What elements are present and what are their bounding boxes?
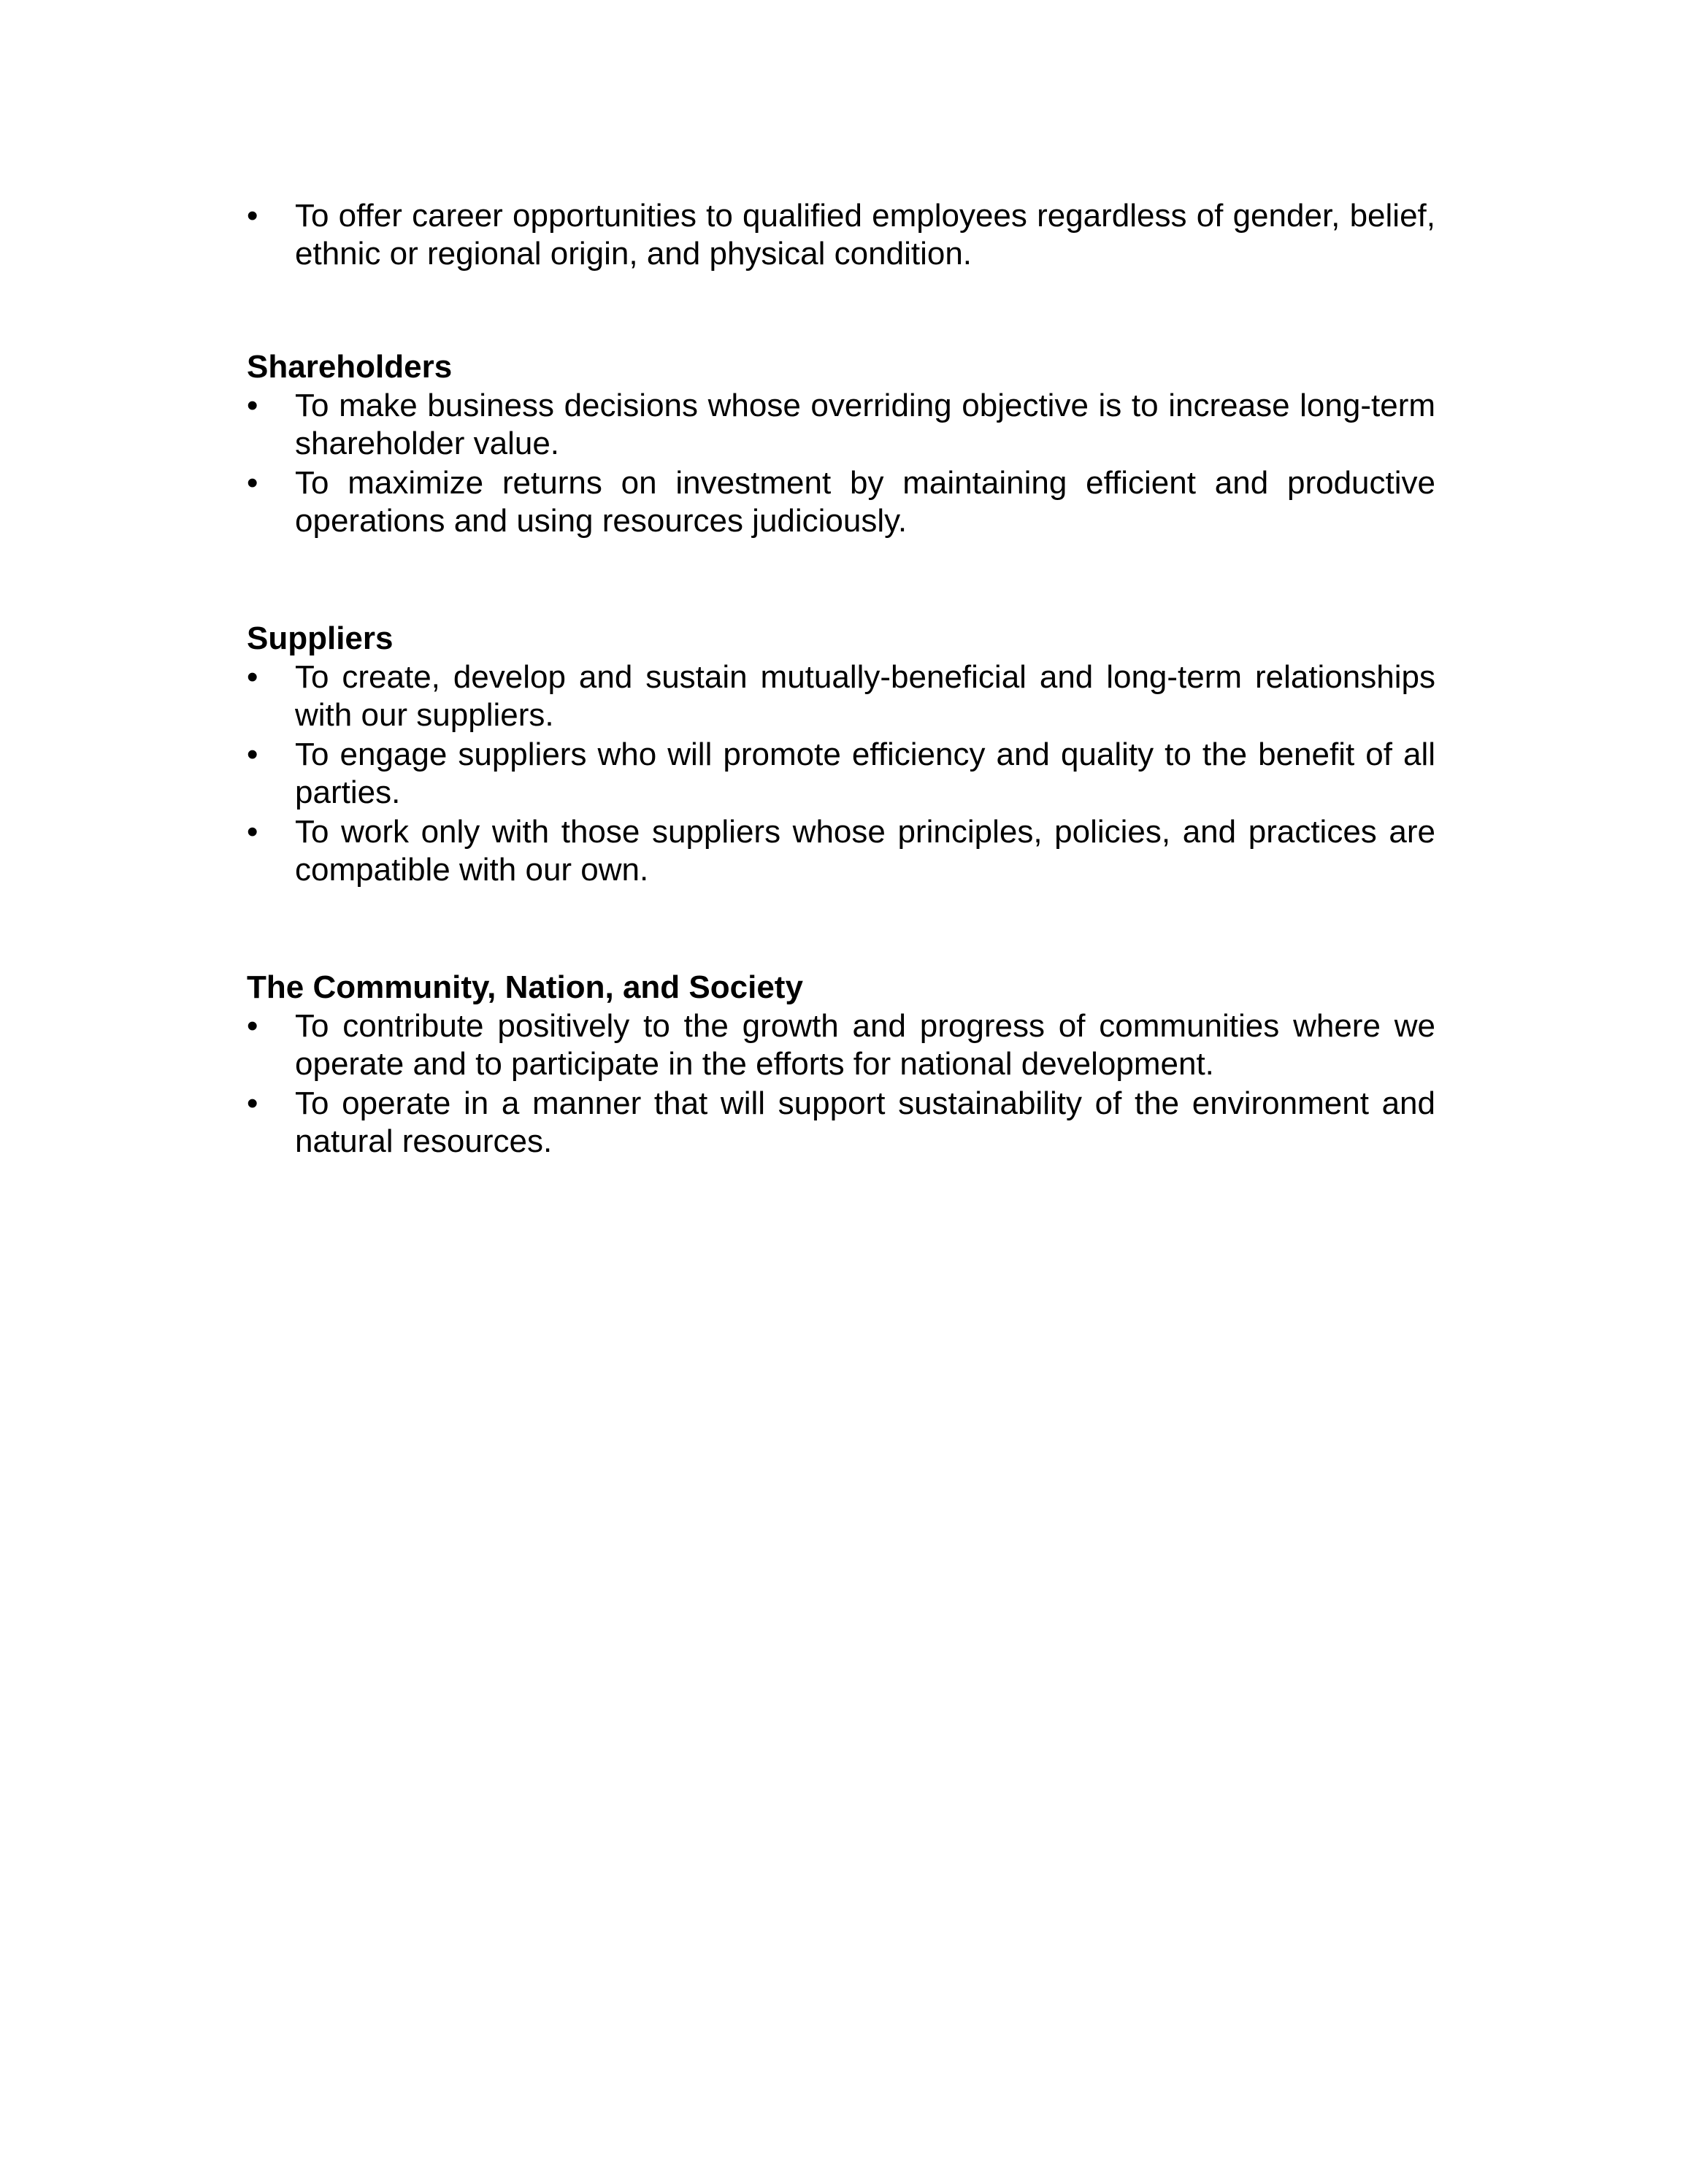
section-heading: Suppliers [247, 620, 394, 656]
bullet-icon: • [247, 388, 258, 423]
list-item-text: To offer career opportunities to qualified employees regardless of gender, belief, ethnic or regional origin, and physical condition. [295, 198, 1435, 272]
bullet-icon: • [247, 659, 258, 695]
list-item-text: To make business decisions whose overriding objective is to increase long-term shareholder value. [295, 388, 1435, 461]
list-item [247, 1085, 1435, 1161]
list-item [247, 464, 1435, 540]
bullet-icon: • [247, 1008, 258, 1044]
section-list [247, 658, 1435, 889]
list-item [247, 197, 1435, 273]
list-item-text: To create, develop and sustain mutually-beneficial and long-term relationships with our suppliers. [295, 659, 1435, 733]
section-shareholders [247, 347, 1435, 540]
document-page [247, 197, 1435, 1162]
section-list [247, 387, 1435, 540]
list-item [247, 1007, 1435, 1083]
list-item-text: To engage suppliers who will promote efficiency and quality to the benefit of all parties. [295, 737, 1435, 810]
bullet-icon: • [247, 1085, 258, 1121]
bullet-icon: • [247, 737, 258, 772]
list-item [247, 387, 1435, 463]
bullet-icon: • [247, 465, 258, 501]
bullet-icon: • [247, 198, 258, 234]
section-heading: Shareholders [247, 349, 453, 385]
list-item-text: To maximize returns on investment by maintaining efficient and productive operations and using resources judiciously. [295, 465, 1435, 539]
section-community [247, 968, 1435, 1161]
list-item-text: To contribute positively to the growth and progress of communities where we operate and to participate in the efforts for national development. [295, 1008, 1435, 1082]
intro-list [247, 197, 1435, 273]
section-list [247, 1007, 1435, 1161]
list-item [247, 736, 1435, 812]
list-item-text: To work only with those suppliers whose principles, policies, and practices are compatible with our own. [295, 814, 1435, 888]
list-item [247, 658, 1435, 734]
section-suppliers [247, 619, 1435, 889]
list-item-text: To operate in a manner that will support sustainability of the environment and natural resources. [295, 1085, 1435, 1159]
bullet-icon: • [247, 814, 258, 850]
list-item [247, 813, 1435, 889]
section-heading: The Community, Nation, and Society [247, 969, 803, 1005]
